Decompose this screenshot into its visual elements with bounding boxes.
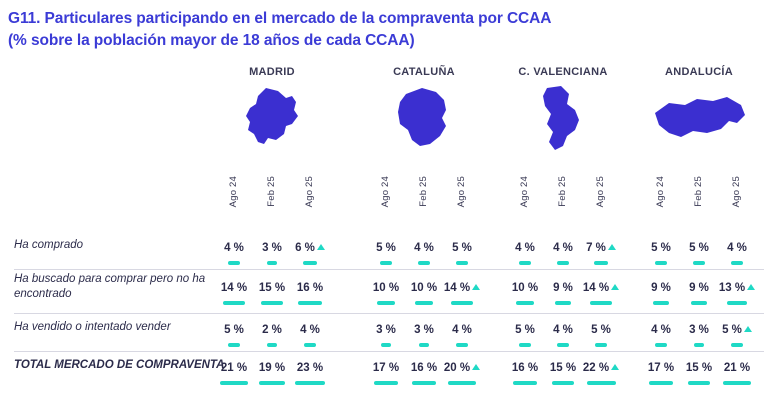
data-value: 17 % — [647, 362, 675, 374]
region-label: ANDALUCÍA — [664, 66, 734, 78]
data-cell — [215, 358, 253, 385]
value-bar — [557, 343, 569, 347]
period-label: Ago 25 — [304, 176, 315, 208]
value-bar — [412, 381, 435, 385]
table-row — [0, 232, 777, 270]
data-value: 3 % — [262, 242, 282, 254]
data-cell — [582, 358, 620, 385]
value-bar — [557, 261, 569, 265]
region-column-c-valenciana — [498, 66, 628, 154]
data-cell — [718, 278, 756, 305]
data-value: 9 % — [689, 282, 709, 294]
data-value: 4 % — [727, 242, 747, 254]
value-bar — [228, 343, 241, 347]
value-bar — [555, 301, 572, 305]
data-cell — [367, 320, 405, 347]
table-row — [0, 270, 777, 314]
data-value: 17 % — [372, 362, 400, 374]
data-value: 16 % — [410, 362, 438, 374]
data-value: 15 % — [258, 282, 286, 294]
region-column-andalucia — [634, 66, 764, 154]
data-cell — [253, 358, 291, 385]
data-cell — [642, 238, 680, 265]
value-bar — [688, 381, 710, 385]
data-cell — [680, 238, 718, 265]
data-rows — [0, 232, 777, 390]
data-cell — [506, 278, 544, 305]
table-row — [0, 314, 777, 352]
period-label: Feb 25 — [418, 176, 429, 207]
data-value: 4 % — [300, 324, 320, 336]
data-cell — [680, 358, 718, 385]
value-bar — [731, 261, 743, 265]
data-cell — [544, 238, 582, 265]
data-value: 4 % — [414, 242, 434, 254]
data-value: 5 % — [452, 242, 472, 254]
data-cell — [582, 238, 620, 265]
value-bar — [223, 301, 244, 305]
period-label: Ago 25 — [456, 176, 467, 208]
data-cell — [253, 238, 291, 265]
value-bar — [655, 261, 668, 265]
value-bar — [649, 381, 673, 385]
value-bar — [261, 301, 283, 305]
table-row — [0, 352, 777, 390]
andalucia-map-icon — [634, 84, 764, 154]
value-bar — [377, 301, 395, 305]
data-cell — [215, 238, 253, 265]
region-label: CATALUÑA — [393, 66, 455, 78]
data-value: 5 % — [224, 324, 244, 336]
data-value: 23 % — [296, 362, 324, 374]
value-bar — [267, 343, 277, 347]
data-cell — [253, 278, 291, 305]
data-cell — [642, 320, 680, 347]
data-cell — [582, 278, 620, 305]
value-bar — [380, 261, 393, 265]
region-column-cataluna — [359, 66, 489, 154]
row-label: Ha buscado para comprar pero no ha encontrado — [14, 273, 206, 300]
value-bar — [516, 301, 534, 305]
data-value: 4 % — [452, 324, 472, 336]
value-bar — [519, 261, 531, 265]
value-bar — [691, 301, 708, 305]
row-label: Ha comprado — [14, 239, 84, 251]
data-cell — [443, 358, 481, 385]
data-cell — [215, 320, 253, 347]
data-value: 20 % — [443, 362, 471, 374]
period-label: Feb 25 — [693, 176, 704, 207]
value-bar — [587, 381, 616, 385]
value-bar — [513, 381, 536, 385]
value-bar — [693, 261, 706, 265]
value-bar — [298, 301, 321, 305]
data-value: 14 % — [443, 282, 471, 294]
value-bar — [295, 381, 325, 385]
period-label: Ago 25 — [731, 176, 742, 208]
data-cell — [405, 278, 443, 305]
data-value: 9 % — [651, 282, 671, 294]
data-cell — [582, 320, 620, 347]
data-value: 3 % — [689, 324, 709, 336]
data-value: 16 % — [296, 282, 324, 294]
period-label: Ago 24 — [655, 176, 666, 208]
data-value: 5 % — [722, 324, 742, 336]
data-cell — [291, 320, 329, 347]
data-cell — [215, 278, 253, 305]
region-column-madrid — [207, 66, 337, 154]
data-cell — [291, 238, 329, 265]
data-value: 22 % — [582, 362, 610, 374]
data-cell — [367, 358, 405, 385]
increase-arrow-icon — [317, 244, 325, 250]
data-cell — [642, 358, 680, 385]
value-bar — [519, 343, 532, 347]
data-cell — [680, 278, 718, 305]
region-label: C. VALENCIANA — [518, 66, 608, 78]
increase-arrow-icon — [611, 284, 619, 290]
data-cell — [443, 278, 481, 305]
value-bar — [267, 261, 278, 265]
data-cell — [443, 320, 481, 347]
increase-arrow-icon — [744, 326, 752, 332]
data-value: 4 % — [224, 242, 244, 254]
data-value: 3 % — [376, 324, 396, 336]
region-label: MADRID — [249, 66, 295, 78]
data-value: 10 % — [372, 282, 400, 294]
data-cell — [506, 358, 544, 385]
increase-arrow-icon — [472, 284, 480, 290]
c-valenciana-map-icon — [498, 84, 628, 154]
value-bar — [381, 343, 392, 347]
madrid-map-icon — [207, 84, 337, 154]
value-bar — [228, 261, 240, 265]
data-value: 14 % — [582, 282, 610, 294]
data-value: 4 % — [553, 324, 573, 336]
region-headers — [0, 66, 777, 181]
data-cell — [506, 320, 544, 347]
data-cell — [291, 358, 329, 385]
value-bar — [590, 301, 611, 305]
value-bar — [448, 381, 475, 385]
data-value: 19 % — [258, 362, 286, 374]
data-value: 4 % — [651, 324, 671, 336]
data-cell — [405, 238, 443, 265]
data-cell — [544, 278, 582, 305]
data-value: 15 % — [549, 362, 577, 374]
data-value: 7 % — [586, 242, 606, 254]
data-cell — [544, 320, 582, 347]
data-cell — [544, 358, 582, 385]
data-cell — [506, 238, 544, 265]
data-cell — [680, 320, 718, 347]
data-cell — [253, 320, 291, 347]
data-cell — [718, 238, 756, 265]
value-bar — [694, 343, 705, 347]
data-value: 9 % — [553, 282, 573, 294]
data-value: 21 % — [220, 362, 248, 374]
chart-title-line2: (% sobre la población mayor de 18 años de cada CCAA) — [8, 32, 415, 49]
data-value: 10 % — [511, 282, 539, 294]
period-label: Feb 25 — [557, 176, 568, 207]
period-label: Ago 24 — [519, 176, 530, 208]
chart-title — [8, 8, 708, 52]
cataluna-map-icon — [359, 84, 489, 154]
value-bar — [419, 343, 430, 347]
data-value: 16 % — [511, 362, 539, 374]
data-value: 3 % — [414, 324, 434, 336]
data-value: 10 % — [410, 282, 438, 294]
row-label: Ha vendido o intentado vender — [14, 321, 171, 333]
data-cell — [291, 278, 329, 305]
data-cell — [718, 320, 756, 347]
data-cell — [405, 358, 443, 385]
data-cell — [367, 278, 405, 305]
value-bar — [731, 343, 744, 347]
data-value: 4 % — [515, 242, 535, 254]
value-bar — [655, 343, 667, 347]
value-bar — [304, 343, 316, 347]
period-label: Ago 24 — [380, 176, 391, 208]
value-bar — [595, 343, 608, 347]
value-bar — [594, 261, 609, 265]
value-bar — [415, 301, 433, 305]
value-bar — [552, 381, 574, 385]
value-bar — [451, 301, 472, 305]
data-value: 15 % — [685, 362, 713, 374]
data-cell — [405, 320, 443, 347]
row-label: TOTAL MERCADO DE COMPRAVENTA — [14, 359, 225, 371]
value-bar — [653, 301, 670, 305]
period-label: Ago 24 — [228, 176, 239, 208]
data-value: 4 % — [553, 242, 573, 254]
data-value: 21 % — [723, 362, 751, 374]
period-label: Feb 25 — [266, 176, 277, 207]
value-bar — [220, 381, 248, 385]
data-cell — [443, 238, 481, 265]
data-value: 14 % — [220, 282, 248, 294]
value-bar — [456, 261, 469, 265]
data-value: 6 % — [295, 242, 315, 254]
data-cell — [642, 278, 680, 305]
data-value: 5 % — [376, 242, 396, 254]
value-bar — [456, 343, 468, 347]
data-value: 5 % — [651, 242, 671, 254]
value-bar — [727, 301, 747, 305]
data-cell — [718, 358, 756, 385]
value-bar — [723, 381, 751, 385]
data-value: 5 % — [591, 324, 611, 336]
chart-title-line1: G11. Particulares participando en el mercado de la compraventa por CCAA — [8, 10, 552, 27]
increase-arrow-icon — [608, 244, 616, 250]
increase-arrow-icon — [747, 284, 755, 290]
increase-arrow-icon — [611, 364, 619, 370]
increase-arrow-icon — [472, 364, 480, 370]
period-headers — [0, 176, 777, 232]
data-cell — [367, 238, 405, 265]
value-bar — [374, 381, 398, 385]
value-bar — [303, 261, 317, 265]
value-bar — [259, 381, 285, 385]
data-value: 2 % — [262, 324, 282, 336]
data-value: 13 % — [718, 282, 746, 294]
period-label: Ago 25 — [595, 176, 606, 208]
data-value: 5 % — [515, 324, 535, 336]
data-value: 5 % — [689, 242, 709, 254]
value-bar — [418, 261, 430, 265]
